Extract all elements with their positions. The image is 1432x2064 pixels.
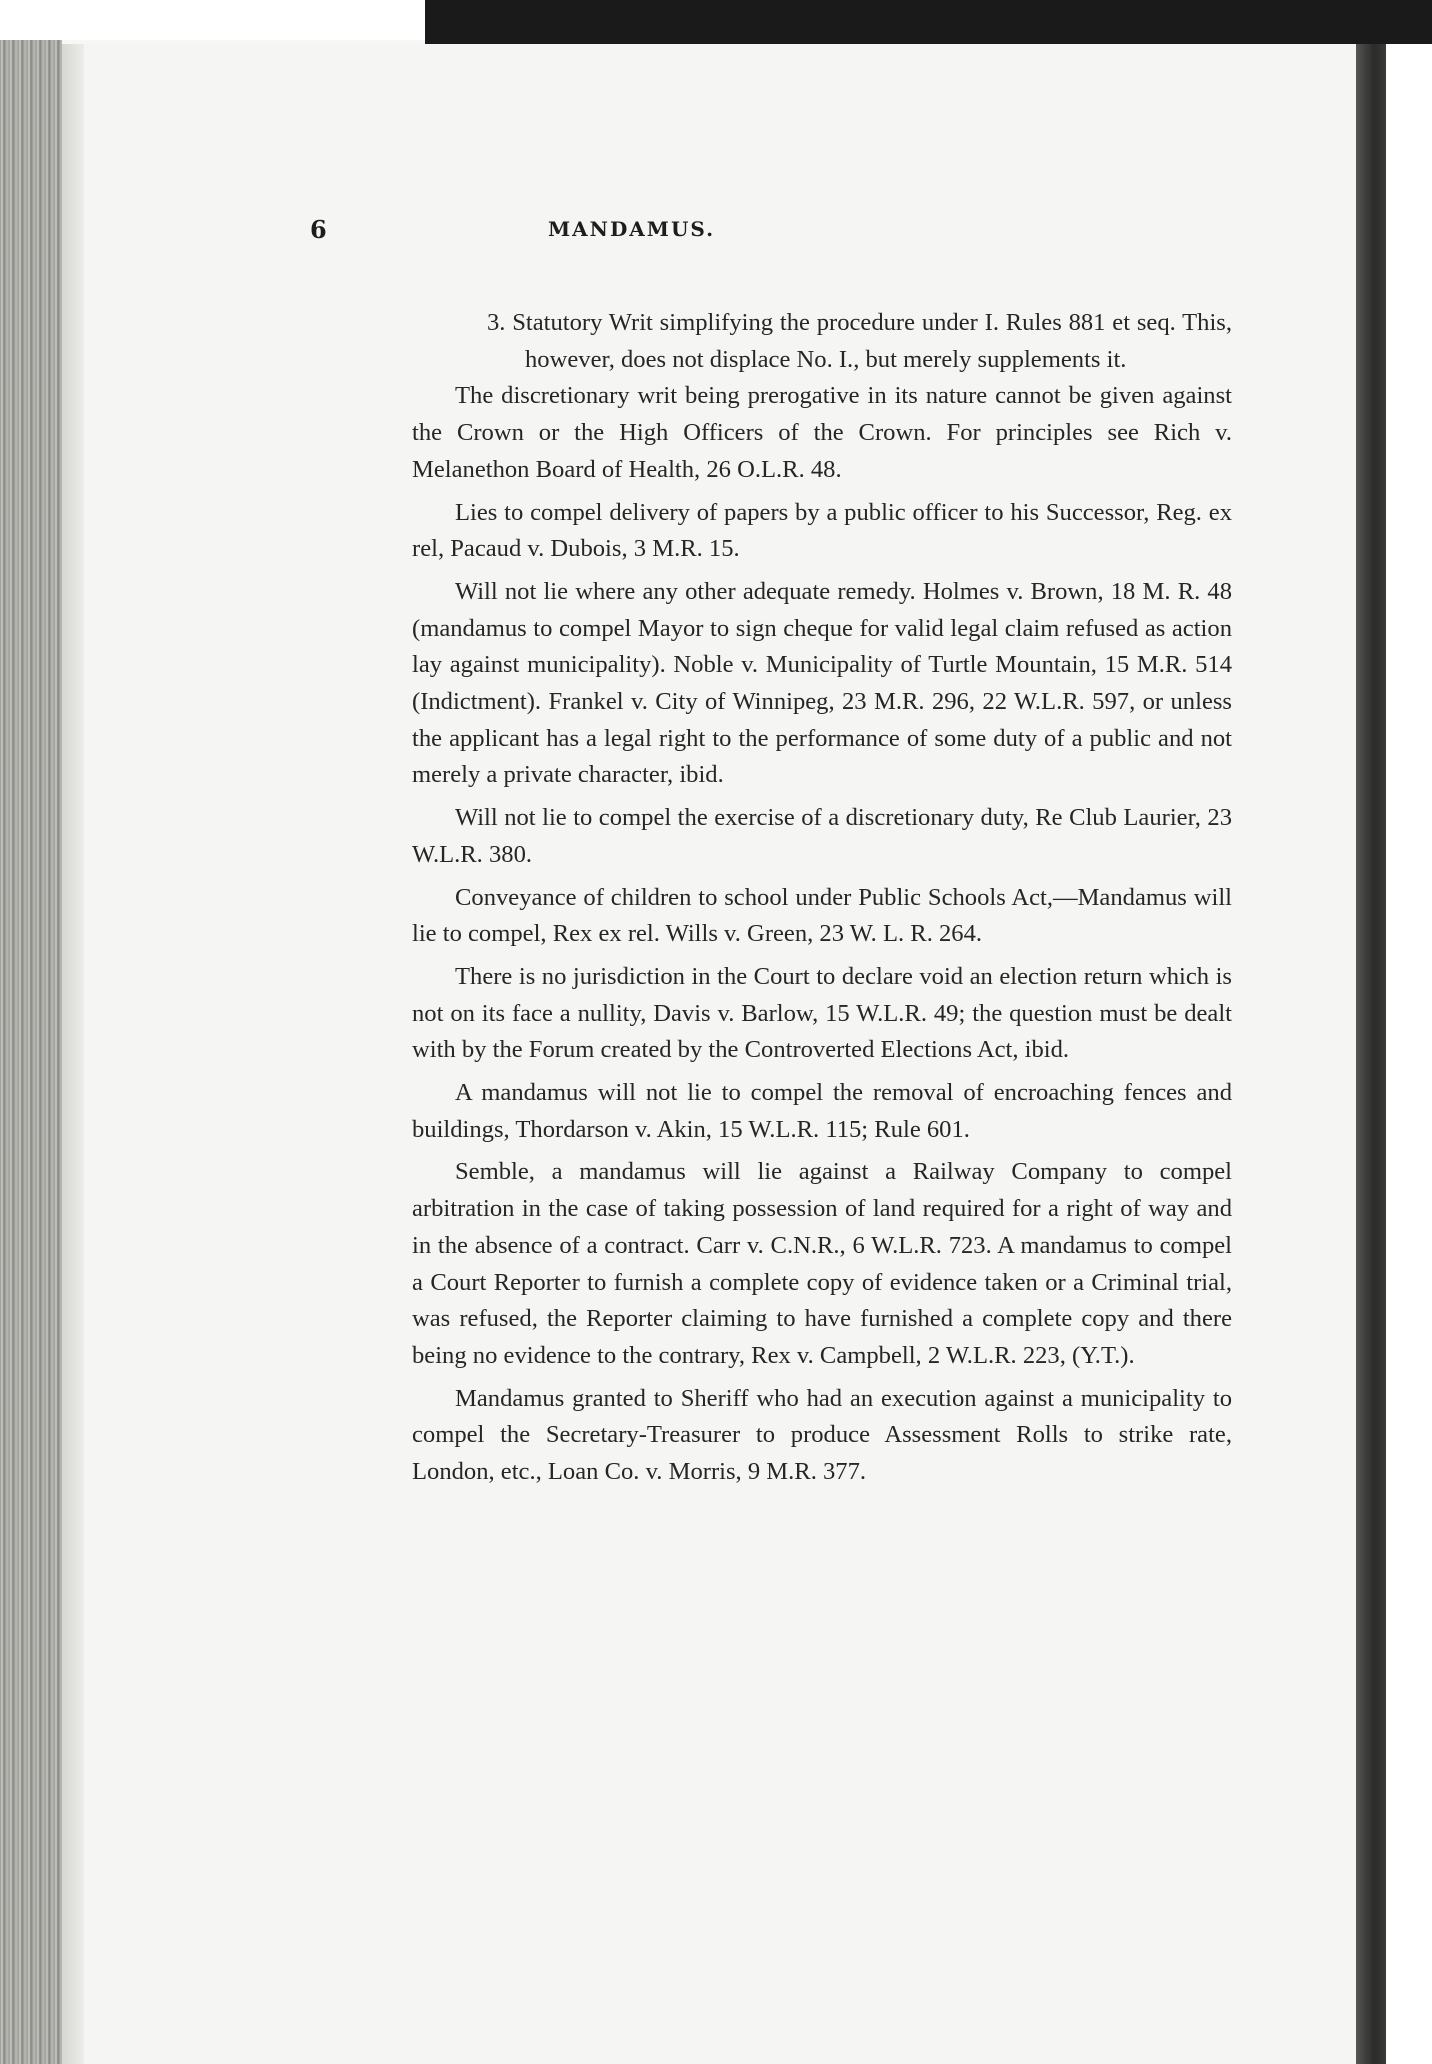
page-gutter: [62, 44, 84, 2064]
book-edge-left: [0, 40, 62, 2064]
scanner-border-top: [425, 0, 1432, 44]
page-number: 6: [310, 215, 327, 244]
paragraph: Conveyance of children to school under Public Schools Act,—Mandamus will lie to compel, Rex ex rel. Wills v. Green, 23 W. L. R. 264.: [412, 883, 1232, 948]
book-edge-right: [1356, 44, 1386, 2064]
top-margin: [0, 0, 425, 40]
page-header: [310, 215, 1230, 255]
paragraph: Mandamus granted to Sheriff who had an execution against a municipality to compel the Secretary-Treasurer to produce Assessment Rolls to strike rate, London, etc., Loan Co. v. Morris, 9 M.R. 377.: [412, 1384, 1232, 1486]
paragraph: Semble, a mandamus will lie against a Railway Company to compel arbitration in the case of taking possession of land required for a right of way and in the absence of a contract. Carr v. C.N.R., 6 W.L.R. 723. A mandamus to compel a Court Reporter to furnish a complete copy of evidence taken or a Criminal trial, was refused, the Reporter claiming to have furnished a complete copy and there being no evidence to the contrary, Rex v. Campbell, 2 W.L.R. 223, (Y.T.).: [412, 1158, 1232, 1369]
paragraph: The discretionary writ being prerogative in its nature cannot be given against the Crown or the High Officers of the Crown. For principles see Rich v. Melanethon Board of Health, 26 O.L.R. 48.: [412, 382, 1232, 483]
paragraph: Lies to compel delivery of papers by a public officer to his Successor, Reg. ex rel, Pacaud v. Dubois, 3 M.R. 15.: [412, 498, 1232, 563]
body-text: [412, 305, 1232, 1491]
paragraph: A mandamus will not lie to compel the removal of encroaching fences and buildings, Thordarson v. Akin, 15 W.L.R. 115; Rule 601.: [412, 1079, 1232, 1143]
right-margin: [1386, 44, 1432, 2064]
running-head: MANDAMUS.: [548, 217, 716, 241]
numbered-item: 3. Statutory Writ simplifying the procedure under I. Rules 881 et seq. This, however, does not displace No. I., but merely supplements it.: [487, 309, 1232, 373]
paragraph: Will not lie where any other adequate remedy. Holmes v. Brown, 18 M. R. 48 (mandamus to compel Mayor to sign cheque for valid legal claim refused as action lay against municipality). Noble v. Municipality of Turtle Mountain, 15 M.R. 514 (Indictment). Frankel v. City of Winnipeg, 23 M.R. 296, 22 W.L.R. 597, or unless the applicant has a legal right to the performance of some duty of a public and not merely a private character, ibid.: [412, 577, 1232, 789]
paragraph: Will not lie to compel the exercise of a discretionary duty, Re Club Laurier, 23 W.L.R. 380.: [412, 804, 1232, 868]
paragraph: There is no jurisdiction in the Court to declare void an election return which is not on its face a nullity, Davis v. Barlow, 15 W.L.R. 49; the question must be dealt with by the Forum created by the Controverted Elections Act, ibid.: [412, 962, 1232, 1064]
